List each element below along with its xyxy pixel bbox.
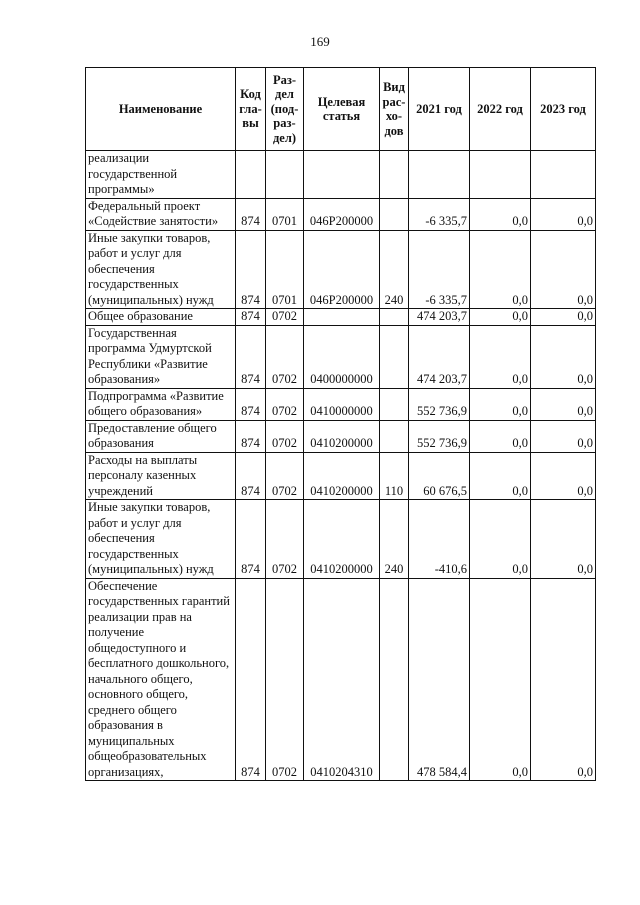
row-2022 — [470, 151, 531, 199]
row-target: 0410200000 — [304, 420, 380, 452]
table-row — [86, 578, 596, 781]
header-expense-type: Вид рас- хо- дов — [380, 68, 409, 151]
row-name: Государственная программа Удмуртской Республики «Развитие образования» — [86, 325, 236, 388]
row-section — [266, 151, 304, 199]
row-2023: 0,0 — [531, 230, 596, 309]
header-name: Наименование — [86, 68, 236, 151]
row-section: 0702 — [266, 452, 304, 500]
row-type — [380, 420, 409, 452]
row-target — [304, 309, 380, 326]
row-target: 0400000000 — [304, 325, 380, 388]
budget-table — [85, 67, 596, 781]
row-name: Предоставление общего образования — [86, 420, 236, 452]
row-2021: -6 335,7 — [409, 198, 470, 230]
row-chapter: 874 — [236, 452, 266, 500]
row-2022: 0,0 — [470, 578, 531, 781]
row-type — [380, 151, 409, 199]
row-name: Федеральный проект «Содействие занятости» — [86, 198, 236, 230]
row-2021: 552 736,9 — [409, 420, 470, 452]
row-section: 0702 — [266, 388, 304, 420]
row-2021: -6 335,7 — [409, 230, 470, 309]
row-target: 0410200000 — [304, 500, 380, 579]
row-section: 0701 — [266, 198, 304, 230]
row-2023: 0,0 — [531, 198, 596, 230]
row-chapter: 874 — [236, 578, 266, 781]
row-2021: 474 203,7 — [409, 325, 470, 388]
row-type — [380, 198, 409, 230]
table-row — [86, 151, 596, 199]
header-section: Раз- дел (под- раз- дел) — [266, 68, 304, 151]
row-2022: 0,0 — [470, 325, 531, 388]
row-chapter: 874 — [236, 388, 266, 420]
row-target: 0410204310 — [304, 578, 380, 781]
table-row — [86, 500, 596, 579]
table-row — [86, 420, 596, 452]
row-section: 0701 — [266, 230, 304, 309]
row-chapter — [236, 151, 266, 199]
row-2022: 0,0 — [470, 230, 531, 309]
row-name: Подпрограмма «Развитие общего образования» — [86, 388, 236, 420]
row-target: 046P200000 — [304, 230, 380, 309]
row-2023: 0,0 — [531, 420, 596, 452]
row-2023: 0,0 — [531, 500, 596, 579]
table-row — [86, 309, 596, 326]
row-section: 0702 — [266, 309, 304, 326]
page-number: 169 — [310, 34, 330, 49]
table-row — [86, 325, 596, 388]
row-name: Общее образование — [86, 309, 236, 326]
table-row — [86, 198, 596, 230]
row-name: Расходы на выплаты персоналу казенных учреждений — [86, 452, 236, 500]
row-2021: 474 203,7 — [409, 309, 470, 326]
row-2023 — [531, 151, 596, 199]
row-2023: 0,0 — [531, 578, 596, 781]
row-2023: 0,0 — [531, 388, 596, 420]
row-target — [304, 151, 380, 199]
row-2021: -410,6 — [409, 500, 470, 579]
row-type — [380, 309, 409, 326]
row-chapter: 874 — [236, 230, 266, 309]
row-chapter: 874 — [236, 198, 266, 230]
row-2023: 0,0 — [531, 309, 596, 326]
header-2021: 2021 год — [409, 68, 470, 151]
row-type: 240 — [380, 230, 409, 309]
row-2022: 0,0 — [470, 309, 531, 326]
row-name: Обеспечение государственных гарантий реализации прав на получение общедоступного и бесплатного дошкольного, начального общего, основного общего, среднего общего образования в муниципальных общеобразовательных организациях, — [86, 578, 236, 781]
table-row — [86, 230, 596, 309]
row-2022: 0,0 — [470, 388, 531, 420]
table-header-row — [86, 68, 596, 151]
header-2022: 2022 год — [470, 68, 531, 151]
row-2022: 0,0 — [470, 452, 531, 500]
row-type — [380, 578, 409, 781]
row-chapter: 874 — [236, 500, 266, 579]
row-target: 0410000000 — [304, 388, 380, 420]
row-type: 110 — [380, 452, 409, 500]
table-row — [86, 388, 596, 420]
row-name: Иные закупки товаров, работ и услуг для обеспечения государственных (муниципальных) нужд — [86, 500, 236, 579]
row-2022: 0,0 — [470, 500, 531, 579]
row-chapter: 874 — [236, 325, 266, 388]
row-target: 046P200000 — [304, 198, 380, 230]
table-row — [86, 452, 596, 500]
row-type — [380, 388, 409, 420]
row-2021: 552 736,9 — [409, 388, 470, 420]
row-target: 0410200000 — [304, 452, 380, 500]
row-chapter: 874 — [236, 309, 266, 326]
row-section: 0702 — [266, 500, 304, 579]
row-2022: 0,0 — [470, 420, 531, 452]
row-2023: 0,0 — [531, 325, 596, 388]
row-2021 — [409, 151, 470, 199]
row-chapter: 874 — [236, 420, 266, 452]
row-section: 0702 — [266, 578, 304, 781]
row-2021: 478 584,4 — [409, 578, 470, 781]
header-target-item: Целевая статья — [304, 68, 380, 151]
row-type: 240 — [380, 500, 409, 579]
row-name: реализации государственной программы» — [86, 151, 236, 199]
row-type — [380, 325, 409, 388]
row-2023: 0,0 — [531, 452, 596, 500]
row-2021: 60 676,5 — [409, 452, 470, 500]
header-chapter-code: Код гла- вы — [236, 68, 266, 151]
row-name: Иные закупки товаров, работ и услуг для обеспечения государственных (муниципальных) нужд — [86, 230, 236, 309]
row-2022: 0,0 — [470, 198, 531, 230]
header-2023: 2023 год — [531, 68, 596, 151]
row-section: 0702 — [266, 325, 304, 388]
row-section: 0702 — [266, 420, 304, 452]
